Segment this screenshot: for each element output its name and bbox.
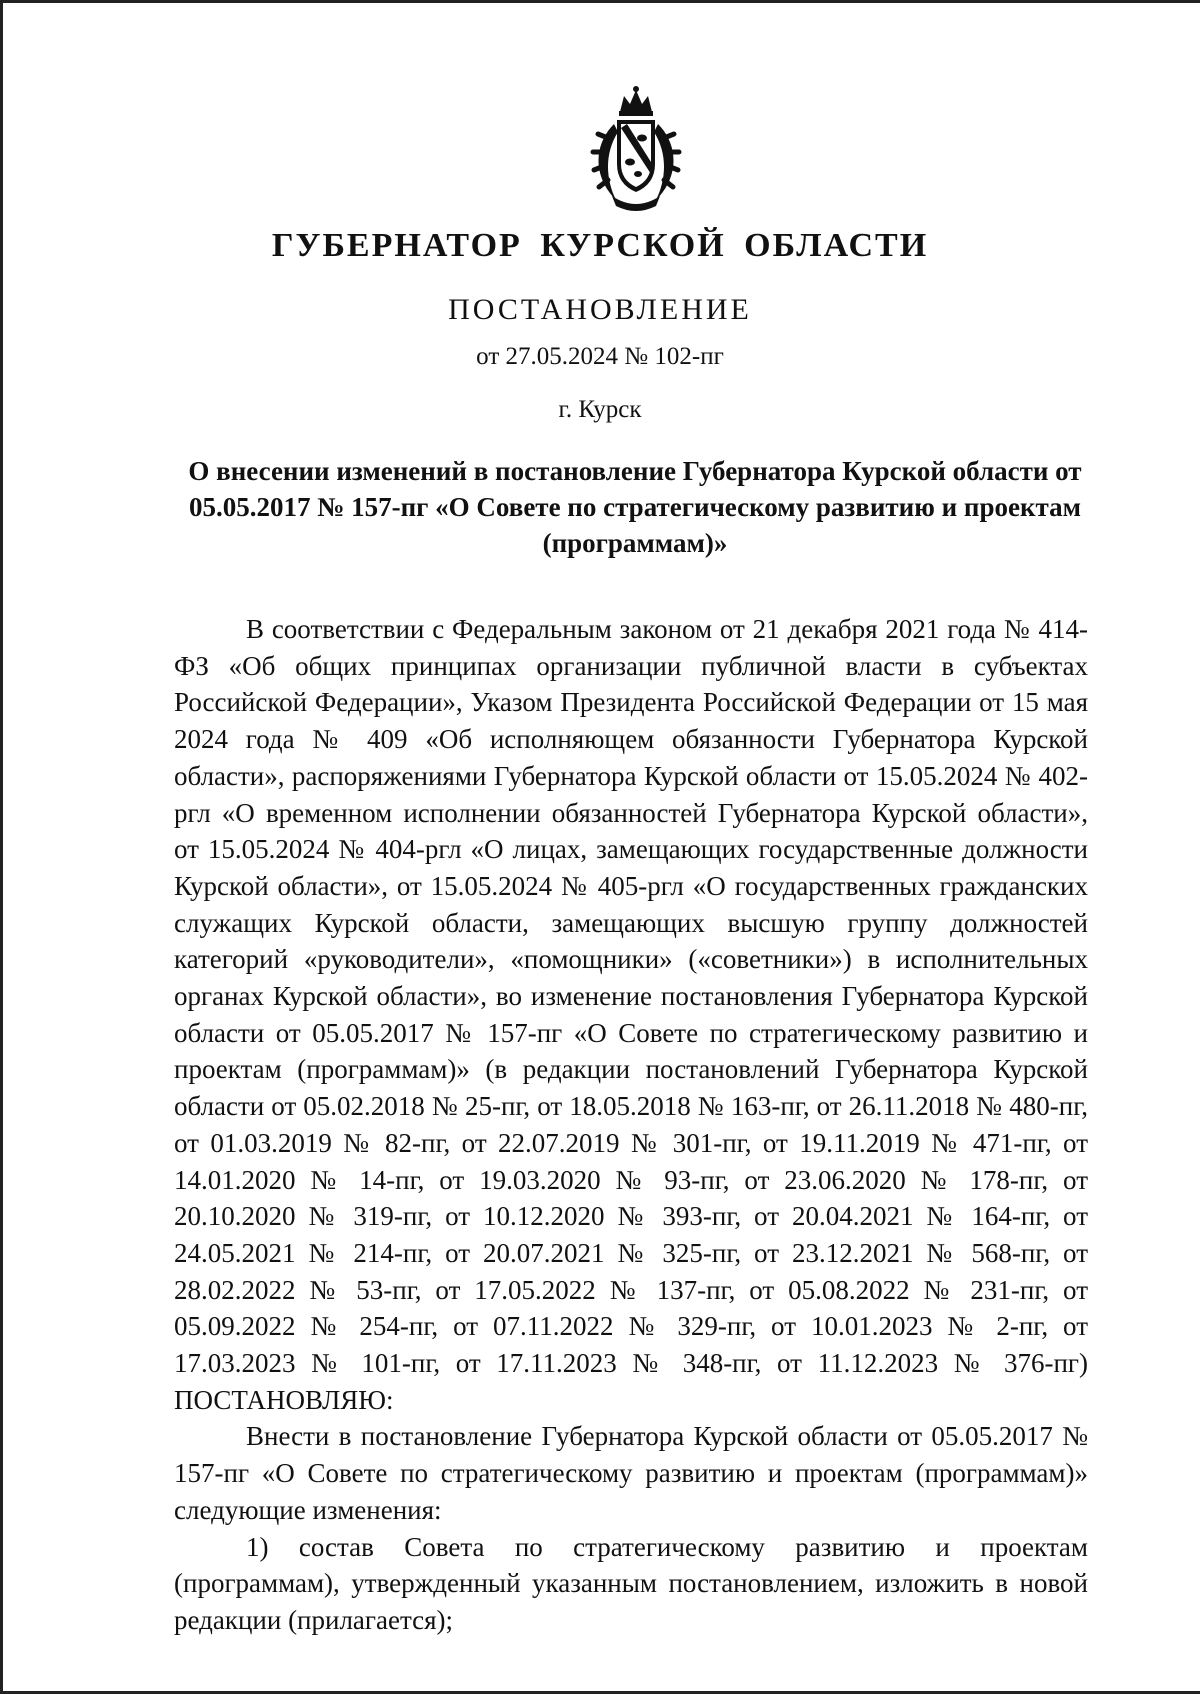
document-place: г. Курск: [558, 396, 642, 423]
body-paragraph-amendments-intro: Внести в постановление Губернатора Курской области от 05.05.2017 № 157-пг «О Совете по стратегическому развитию и проектам (программам)» следующие изменения:: [174, 1421, 1088, 1525]
body-paragraph-preamble: В соответствии с Федеральным законом от 21 декабря 2021 года № 414-ФЗ «Об общих принципах организации публичной власти в субъектах Российской Федерации», Указом Президента Российской Федерации от 15 мая 2024 года № 409 «Об исполняющем обязанности Губернатора Курской области», распоряжениями Губернатора Курской области от 15.05.2024 № 402-ргл «О временном исполнении обязанностей Губернатора Курской области», от 15.05.2024 № 404-ргл «О лицах, замещающих государственные должности Курской области», от 15.05.2024 № 405-ргл «О государственных гражданских служащих Курской области, замещающих высшую группу должностей категорий «руководители», «помощники» («советники») в исполнительных органах Курской области», во изменение постановления Губернатора Курской области от 05.05.2017 № 157-пг «О Совете по стратегическому развитию и проектам (программам)» (в редакции постановлений Губернатора Курской области от 05.02.2018 № 25-пг, от 18.05.2018 № 163-пг, от 26.11.2018 № 480-пг, от 01.03.2019 № 82-пг, от 22.07.2019 № 301-пг, от 19.11.2019 № 471-пг, от 14.01.2020 № 14-пг, от 19.03.2020 № 93-пг, от 23.06.2020 № 178-пг, от 20.10.2020 № 319-пг, от 10.12.2020 № 393-пг, от 20.04.2021 № 164-пг, от 24.05.2021 № 214-пг, от 20.07.2021 № 325-пг, от 23.12.2021 № 568-пг, от 28.02.2022 № 53-пг, от 17.05.2022 № 137-пг, от 05.08.2022 № 231-пг, от 05.09.2022 № 254-пг, от 07.11.2022 № 329-пг, от 10.01.2023 № 2-пг, от 17.03.2023 № 101-пг, от 17.11.2023 № 348-пг, от 11.12.2023 № 376-пг) ПОСТАНОВЛЯЮ:: [174, 614, 1088, 1415]
document-body: [174, 611, 1088, 1639]
issuing-authority: ГУБЕРНАТОР КУРСКОЙ ОБЛАСТИ: [271, 227, 929, 264]
document-date-number: от 27.05.2024 № 102-пг: [476, 343, 724, 370]
kursk-region-coat-of-arms-icon: [586, 84, 686, 212]
body-paragraph-item-1: 1) состав Совета по стратегическому развитию и проектам (программам), утвержденный указанным постановлением, изложить в новой редакции (прилагается);: [174, 1531, 1088, 1635]
scan-border-top: [0, 0, 1200, 3]
document-title: О внесении изменений в постановление Губернатора Курской области от 05.05.2017 № 157-пг «О Совете по стратегическому развитию и проектам (программам)»: [188, 456, 1082, 558]
document-type: ПОСТАНОВЛЕНИЕ: [448, 293, 752, 326]
